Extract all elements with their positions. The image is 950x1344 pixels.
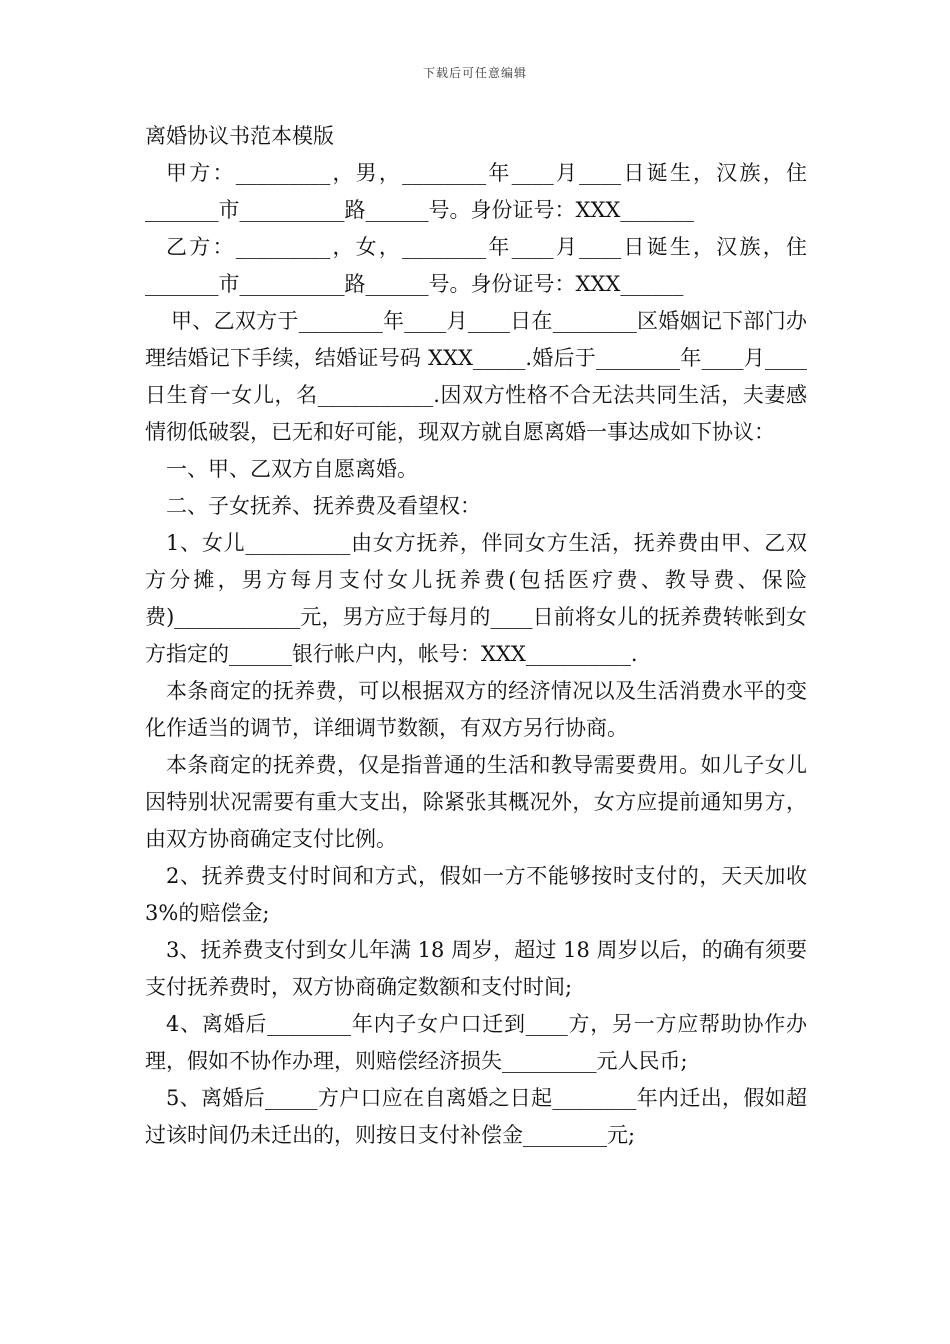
marriage-background-paragraph: 甲、乙双方于________年____月____日在________区婚姻记下部门办理结婚记下手续，结婚证号码 XXX_____.婚后于________年____月____日生育一女儿，名___________.因双方性格不合无法共同生活，夫妻感情彻低破裂，已无和好可能，现双方就自愿离婚一事达成如下协议： <box>145 309 807 444</box>
clause-2-heading: 二、子女抚养、抚养费及看望权： <box>166 494 481 518</box>
clause-2-note-1: 本条商定的抚养费，可以根据双方的经济情况以及生活消费水平的变化作适当的调节，详细调节数额，有双方另行协商。 <box>145 679 807 740</box>
party-b-paragraph: 乙方：_________，女，________年____月____日诞生，汉族，住_______市__________路______号。身份证号：XXX______ <box>145 235 807 296</box>
party-a-paragraph: 甲方：_________，男，________年____月____日诞生，汉族，住_______市__________路______号。身份证号：XXX_______ <box>145 161 807 222</box>
clause-2-item-4: 4、离婚后________年内子女户口迁到____方，另一方应帮助协作办理，假如不协作办理，则赔偿经济损失_________元人民币; <box>145 1012 807 1073</box>
page-header-note: 下载后可任意编辑 <box>422 66 527 80</box>
document-body <box>145 118 807 1154</box>
clause-1-heading: 一、甲、乙双方自愿离婚。 <box>166 457 418 481</box>
clause-2-item-1: 1、女儿__________由女方抚养，伴同女方生活，抚养费由甲、乙双方分摊，男方每月支付女儿抚养费(包括医疗费、教导费、保险费)____________元，男方应于每月的____日前将女儿的抚养费转帐到女方指定的______银行帐户内，帐号：XXX__________. <box>145 531 807 666</box>
clause-2-note-2: 本条商定的抚养费，仅是指普通的生活和教导需要费用。如儿子女儿因特别状况需要有重大支出，除紧张其概况外，女方应提前通知男方，由双方协商确定支付比例。 <box>145 753 807 851</box>
clause-2-item-2: 2、抚养费支付时间和方式，假如一方不能够按时支付的，天天加收 3%的赔偿金; <box>145 864 807 925</box>
document-title: 离婚协议书范本模版 <box>145 124 334 148</box>
clause-2-item-3: 3、抚养费支付到女儿年满 18 周岁，超过 18 周岁以后，的确有须要支付抚养费时，双方协商确定数额和支付时间; <box>145 938 807 999</box>
clause-2-item-5: 5、离婚后_____方户口应在自离婚之日起________年内迁出，假如超过该时间仍未迁出的，则按日支付补偿金________元; <box>145 1086 807 1147</box>
